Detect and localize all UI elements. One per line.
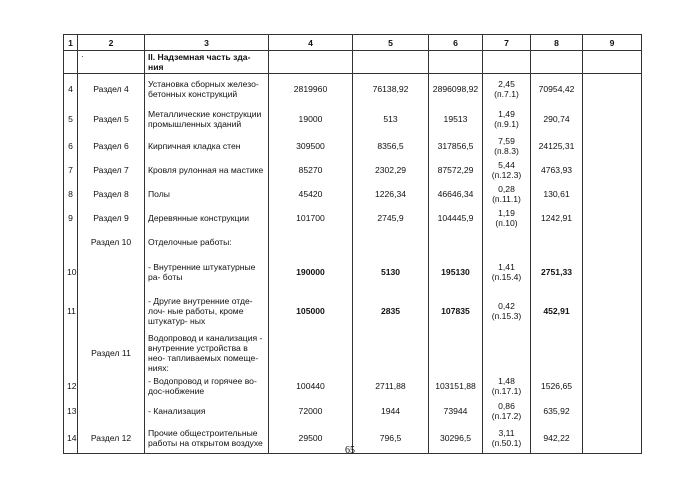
group-title: Отделочные работы: <box>145 230 269 254</box>
empty-cell <box>78 254 145 290</box>
work-name: Установка сборных железо-бетонных конструкций <box>145 74 269 104</box>
work-name: Кровля рулонная на мастике <box>145 158 269 182</box>
row-number: 4 <box>64 74 78 104</box>
col-header: 9 <box>583 35 642 51</box>
cost-value: 45420 <box>269 182 353 206</box>
result-value: 1526,65 <box>531 374 583 398</box>
row-number: 7 <box>64 158 78 182</box>
empty-cell <box>583 104 642 134</box>
extra-cost-value: 2745,9 <box>353 206 429 230</box>
empty-cell <box>583 254 642 290</box>
extra-cost-value: 8356,5 <box>353 134 429 158</box>
coefficient-reference: (п.8.3) <box>494 145 519 156</box>
col-header: 5 <box>353 35 429 51</box>
coefficient-value: 5,44 <box>498 159 515 170</box>
coefficient-cell <box>483 254 531 290</box>
empty-cell <box>429 332 483 374</box>
empty-cell <box>531 332 583 374</box>
total-value: 104445,9 <box>429 206 483 230</box>
cost-value: 101700 <box>269 206 353 230</box>
total-value: 317856,5 <box>429 134 483 158</box>
coefficient-reference: (п.12.3) <box>491 169 522 180</box>
coefficient-reference: (п.17.2) <box>491 410 522 421</box>
extra-cost-value: 2302,29 <box>353 158 429 182</box>
empty-cell <box>269 332 353 374</box>
section-label: Раздел 8 <box>78 182 145 206</box>
row-number: 8 <box>64 182 78 206</box>
cost-value: 2819960 <box>269 74 353 104</box>
coefficient-value: 0,28 <box>498 183 515 194</box>
work-name: Прочие общестроительные работы на открытом воздухе <box>145 424 269 454</box>
coefficient-value: 0,86 <box>498 400 515 411</box>
empty-cell <box>583 374 642 398</box>
table-row <box>64 158 642 182</box>
coefficient-reference: (п.9.1) <box>494 118 519 129</box>
row-number: 13 <box>64 398 78 424</box>
total-value: 103151,88 <box>429 374 483 398</box>
col-header: 1 <box>64 35 78 51</box>
empty-cell <box>583 206 642 230</box>
group-header-row <box>64 230 642 254</box>
empty-cell <box>353 230 429 254</box>
total-value: 73944 <box>429 398 483 424</box>
row-number: 6 <box>64 134 78 158</box>
extra-cost-value: 513 <box>353 104 429 134</box>
empty-cell <box>64 51 78 74</box>
coefficient-value: 3,11 <box>498 428 515 439</box>
coefficient-reference: (п.10) <box>495 217 518 228</box>
table-row <box>64 374 642 398</box>
work-name: - Другие внутренние отде-лоч- ные работы, кроме штукатур- ных <box>145 290 269 332</box>
coefficient-reference: (п.15.4) <box>491 271 522 282</box>
cost-value: 19000 <box>269 104 353 134</box>
section-label: Раздел 9 <box>78 206 145 230</box>
empty-cell <box>429 230 483 254</box>
col-header: 8 <box>531 35 583 51</box>
work-name: Кирпичная кладка стен <box>145 134 269 158</box>
table-row <box>64 134 642 158</box>
extra-cost-value: 5130 <box>353 254 429 290</box>
empty-cell <box>429 51 483 74</box>
row-number: 12 <box>64 374 78 398</box>
coefficient-cell <box>483 290 531 332</box>
empty-cell <box>583 51 642 74</box>
total-value: 30296,5 <box>429 424 483 454</box>
empty-cell <box>64 332 78 374</box>
work-name: Металлические конструкции промышленных зданий <box>145 104 269 134</box>
table-row <box>64 206 642 230</box>
empty-cell <box>353 332 429 374</box>
empty-cell <box>269 230 353 254</box>
section-label: Раздел 7 <box>78 158 145 182</box>
column-number-row <box>64 35 642 51</box>
cost-value: 105000 <box>269 290 353 332</box>
coefficient-reference: (п.11.1) <box>492 193 521 204</box>
table-row <box>64 74 642 104</box>
empty-cell <box>483 332 531 374</box>
coefficient-cell <box>483 74 531 104</box>
table-row <box>64 398 642 424</box>
result-value: 130,61 <box>531 182 583 206</box>
work-name: Полы <box>145 182 269 206</box>
coefficient-reference: (п.7.1) <box>494 88 519 99</box>
extra-cost-value: 796,5 <box>353 424 429 454</box>
work-name: - Канализация <box>145 398 269 424</box>
coefficient-reference: (п.17.1) <box>491 385 522 396</box>
coefficient-cell <box>483 374 531 398</box>
result-value: 24125,31 <box>531 134 583 158</box>
section-label: Раздел 11 <box>78 332 145 374</box>
col-header: 7 <box>483 35 531 51</box>
empty-cell <box>583 74 642 104</box>
coefficient-value: 1,41 <box>498 261 515 272</box>
coefficient-cell <box>483 182 531 206</box>
result-value: 2751,33 <box>531 254 583 290</box>
extra-cost-value: 76138,92 <box>353 74 429 104</box>
empty-cell <box>483 230 531 254</box>
row-number: 9 <box>64 206 78 230</box>
empty-cell <box>583 134 642 158</box>
total-value: 87572,29 <box>429 158 483 182</box>
empty-cell <box>583 398 642 424</box>
coefficient-cell <box>483 398 531 424</box>
row-number: 5 <box>64 104 78 134</box>
result-value: 942,22 <box>531 424 583 454</box>
row-number: 14 <box>64 424 78 454</box>
total-value: 46646,34 <box>429 182 483 206</box>
total-value: 19513 <box>429 104 483 134</box>
section-label: Раздел 6 <box>78 134 145 158</box>
estimate-table <box>63 34 642 454</box>
table-row <box>64 254 642 290</box>
cost-value: 309500 <box>269 134 353 158</box>
empty-cell <box>583 230 642 254</box>
section-row <box>64 51 642 74</box>
empty-cell <box>483 51 531 74</box>
empty-cell <box>64 230 78 254</box>
extra-cost-value: 1944 <box>353 398 429 424</box>
col-header: 4 <box>269 35 353 51</box>
extra-cost-value: 2835 <box>353 290 429 332</box>
empty-cell <box>78 290 145 332</box>
total-value: 107835 <box>429 290 483 332</box>
coefficient-value: 1,48 <box>498 375 515 386</box>
work-name: - Внутренние штукатурные ра- боты <box>145 254 269 290</box>
row-number: 11 <box>64 290 78 332</box>
col-header: 6 <box>429 35 483 51</box>
section-label: Раздел 4 <box>78 74 145 104</box>
group-title: Водопровод и канализация - внутренние устройства в нео- тапливаемых помеще-ниях: <box>145 332 269 374</box>
group-header-row <box>64 332 642 374</box>
cost-value: 100440 <box>269 374 353 398</box>
work-name: - Водопровод и горячее во-дос-нобжение <box>145 374 269 398</box>
section-label: Раздел 12 <box>78 424 145 454</box>
empty-cell <box>353 51 429 74</box>
result-value: 452,91 <box>531 290 583 332</box>
empty-cell <box>269 51 353 74</box>
section-label: Раздел 5 <box>78 104 145 134</box>
coefficient-value: 1,49 <box>498 108 515 119</box>
empty-cell <box>531 230 583 254</box>
table-row <box>64 104 642 134</box>
coefficient-cell <box>483 104 531 134</box>
table-row <box>64 290 642 332</box>
work-name: Деревянные конструкции <box>145 206 269 230</box>
coefficient-cell <box>483 206 531 230</box>
total-value: 195130 <box>429 254 483 290</box>
result-value: 635,92 <box>531 398 583 424</box>
section-label: Раздел 10 <box>78 230 145 254</box>
result-value: 1242,91 <box>531 206 583 230</box>
section-marker: · <box>78 51 145 74</box>
cost-value: 29500 <box>269 424 353 454</box>
coefficient-cell <box>483 158 531 182</box>
empty-cell <box>78 374 145 398</box>
coefficient-value: 0,42 <box>498 300 515 311</box>
col-header: 3 <box>145 35 269 51</box>
empty-cell <box>583 290 642 332</box>
section-title: II. Надземная часть зда-ния <box>145 51 269 74</box>
empty-cell <box>78 398 145 424</box>
cost-value: 190000 <box>269 254 353 290</box>
extra-cost-value: 2711,88 <box>353 374 429 398</box>
coefficient-value: 7,59 <box>498 135 515 146</box>
total-value: 2896098,92 <box>429 74 483 104</box>
extra-cost-value: 1226,34 <box>353 182 429 206</box>
cost-value: 72000 <box>269 398 353 424</box>
coefficient-value: 1,19 <box>498 207 515 218</box>
table-row <box>64 182 642 206</box>
coefficient-reference: (п.50.1) <box>491 438 522 449</box>
cost-value: 85270 <box>269 158 353 182</box>
empty-cell <box>583 332 642 374</box>
empty-cell <box>583 182 642 206</box>
coefficient-cell <box>483 134 531 158</box>
coefficient-value: 2,45 <box>498 78 515 89</box>
row-number: 10 <box>64 254 78 290</box>
result-value: 290,74 <box>531 104 583 134</box>
col-header: 2 <box>78 35 145 51</box>
coefficient-reference: (п.15.3) <box>491 310 522 321</box>
page-number: 65 <box>345 445 355 456</box>
empty-cell <box>531 51 583 74</box>
empty-cell <box>583 158 642 182</box>
result-value: 70954,42 <box>531 74 583 104</box>
result-value: 4763,93 <box>531 158 583 182</box>
